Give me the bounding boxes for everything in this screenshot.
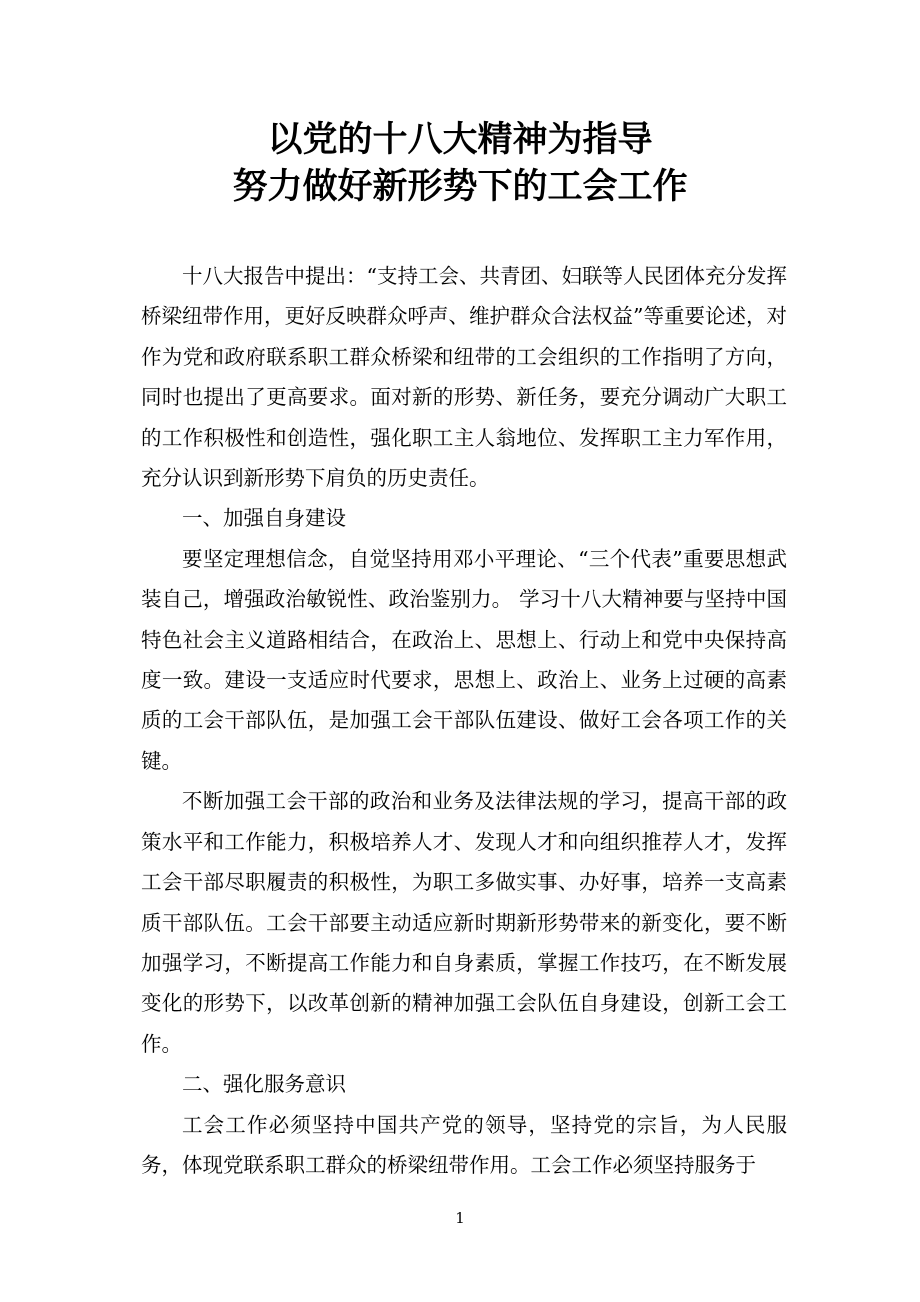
paragraph-section2-a: 工会工作必须坚持中国共产党的领导，坚持党的宗旨，为人民服务，体现党联系职工群众的桥梁纽带作用。工会工作必须坚持服务于	[141, 1112, 787, 1177]
paragraph-intro: 十八大报告中提出：“支持工会、共青团、妇联等人民团体充分发挥桥梁纽带作用，更好反映群众呼声、维护群众合法权益”等重要论述，对作为党和政府联系职工群众桥梁和纽带的工会组织的工作指明了方向，同时也提出了更高要求。面对新的形势、新任务，要充分调动广大职工的工作积极性和创造性，强化职工主人翁地位、发挥职工主力军作用，充分认识到新形势下肩负的历史责任。	[141, 264, 787, 491]
document-body	[141, 256, 787, 1185]
page-number: 1	[455, 1209, 465, 1227]
section-heading-2: 二、强化服务意识	[182, 1072, 346, 1097]
paragraph-section1-a: 要坚定理想信念，自觉坚持用邓小平理论、“三个代表”重要思想武装自己，增强政治敏锐性、政治鉴别力。 学习十八大精神要与坚持中国特色社会主义道路相结合，在政治上、思想上、行动上和党中央保持高度一致。建设一支适应时代要求，思想上、政治上、业务上过硬的高素质的工会干部队伍，是加强工会干部队伍建设、做好工会各项工作的关键。	[141, 546, 787, 773]
section-heading-1: 一、加强自身建设	[182, 506, 346, 531]
document-title-line-2: 努力做好新形势下的工会工作	[232, 166, 688, 207]
paragraph-section1-b: 不断加强工会干部的政治和业务及法律法规的学习，提高干部的政策水平和工作能力，积极培养人才、发现人才和向组织推荐人才，发挥工会干部尽职履责的积极性，为职工多做实事、办好事，培养一支高素质干部队伍。工会干部要主动适应新时期新形势带来的新变化，要不断加强学习，不断提高工作能力和自身素质，掌握工作技巧，在不断发展变化的形势下，以改革创新的精神加强工会队伍自身建设，创新工会工作。	[141, 789, 787, 1056]
document-title-line-1: 以党的十八大精神为指导	[267, 119, 653, 160]
